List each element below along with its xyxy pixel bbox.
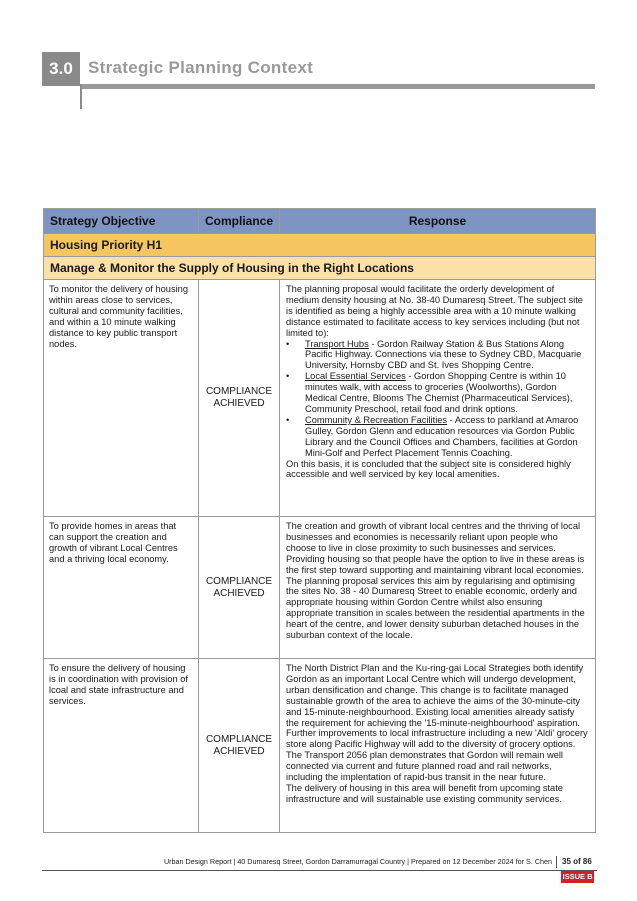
footer-separator (556, 856, 557, 868)
bullet-item (286, 371, 589, 415)
bullet-item (286, 415, 589, 459)
response-paragraph: The North District Plan and the Ku-ring-gai Local Strategies both identify Gordon as an important Local Centre which will undergo development, urban densification and change. This change is to facilitate managed sustainable growth of the area to achieve the aims of the 30-minute-city and 15-minute-neighbourhood. Existing local amenities already satisfy the requirement for achieving the '15-minute-neighbourhood' aspiration. Further improvements to local infrastructure including a new 'Aldi' grocery store along Pacific Highway will add to the diversity of grocery options. (286, 663, 588, 750)
footer-text: Urban Design Report | 40 Dumaresq Street, Gordon Darramurragal Country | Prepared on 12 December 2024 for S. Chen (163, 857, 552, 866)
footer-rule (42, 870, 597, 871)
response-cell (280, 659, 596, 833)
header-rule (80, 84, 595, 89)
response-paragraph: The Transport 2056 plan demonstrates that Gordon will remain well connected via current and future planned road and rail networks, including the implentation of rapid-bus transit in the near future. (286, 750, 563, 783)
bullet-item (286, 339, 589, 372)
response-bullets (286, 339, 589, 459)
bullet-label: Community & Recreation Facilities (305, 414, 448, 425)
objective-cell: To ensure the delivery of housing is in coordination with provision of lcoal and state infrastructure and services. (44, 659, 199, 833)
bullet-label: Local Essential Services (305, 371, 406, 382)
response-intro: The planning proposal would facilitate the orderly development of medium density housing at No. 38-40 Dumaresq Street. The subject site is identified as being a highly accessible area with a 10 minute walking distance estimated to facilitate access to key services including (but not limited to): (286, 284, 583, 338)
response-cell (280, 517, 596, 659)
priority-label: Housing Priority H1 (44, 234, 596, 257)
compliance-cell: COMPLIANCE ACHIEVED (199, 280, 280, 517)
header-objective: Strategy Objective (44, 209, 199, 234)
bullet-text: - Gordon Railway Station & Bus Stations Along Pacific Highway. Connections via these to Sydney CBD, Macquarie University, Hornsby CBD and St. Ives Shopping Centre. (305, 338, 582, 371)
bullet-label: Transport Hubs (305, 338, 369, 349)
table-header-row (44, 209, 596, 234)
header-compliance: Compliance (199, 209, 280, 234)
table-row (44, 280, 596, 517)
section-title: Strategic Planning Context (88, 58, 314, 77)
issue-badge: ISSUE B (562, 872, 593, 881)
objective-cell: To provide homes in areas that can support the creation and growth of vibrant Local Centres and a thriving local economy. (44, 517, 199, 659)
subheading-row (44, 257, 596, 280)
response-paragraph: The delivery of housing in this area will benefit from upcoming state infrastructure and will sustainable use existing community services. (286, 782, 563, 804)
page-number: 35 of 86 (562, 857, 592, 866)
response-paragraph: The creation and growth of vibrant local centres and the thriving of local businesses and economies is necessarily reliant upon people who choose to live in close proximity to such businesses and services. Providing housing so that people have the option to live in these areas is the first step toward supporting and maintaining vibrant local economies. The planning proposal services this aim by regularising and optimising the sites No. 38 - 40 Dumaresq Street to enable economic, orderly and appropriate housing within Gordon Centre whilst also ensuring appropriate transition in scales between the residential apartments in the heart of the centre, and lower density suburban detached houses in the suburban context of the locale. (286, 521, 585, 641)
header-tick (80, 84, 82, 109)
subheading-label: Manage & Monitor the Supply of Housing in the Right Locations (44, 257, 596, 280)
objective-cell: To monitor the delivery of housing within areas close to services, cultural and community facilities, and within a 10 minute walking distance to key public transport nodes. (44, 280, 199, 517)
compliance-cell: COMPLIANCE ACHIEVED (199, 517, 280, 659)
response-cell (280, 280, 596, 517)
response-conclusion: On this basis, it is concluded that the subject site is considered highly accessible and well serviced by key local amenities. (286, 458, 571, 480)
bullet-text: - Gordon Shopping Centre is within 10 minutes walk, with access to groceries (Woolworths), Gordon Medical Centre, Blooms The Chemist (Pharmaceutical Services), Community Preschool, retail food and drink options. (305, 371, 573, 414)
table-row (44, 517, 596, 659)
compliance-cell: COMPLIANCE ACHIEVED (199, 659, 280, 833)
table-row (44, 659, 596, 833)
section-number: 3.0 (42, 52, 80, 86)
priority-row (44, 234, 596, 257)
bullet-text: - Access to parkland at Amaroo Gulley, Gordon Glenn and education resources via Gordon Public Library and the Council Offices and Chambers, facilities at Gordon Mini-Golf and Perfect Placement Tennis Coaching. (305, 414, 579, 458)
strategy-table (43, 208, 596, 833)
header-response: Response (280, 209, 596, 234)
